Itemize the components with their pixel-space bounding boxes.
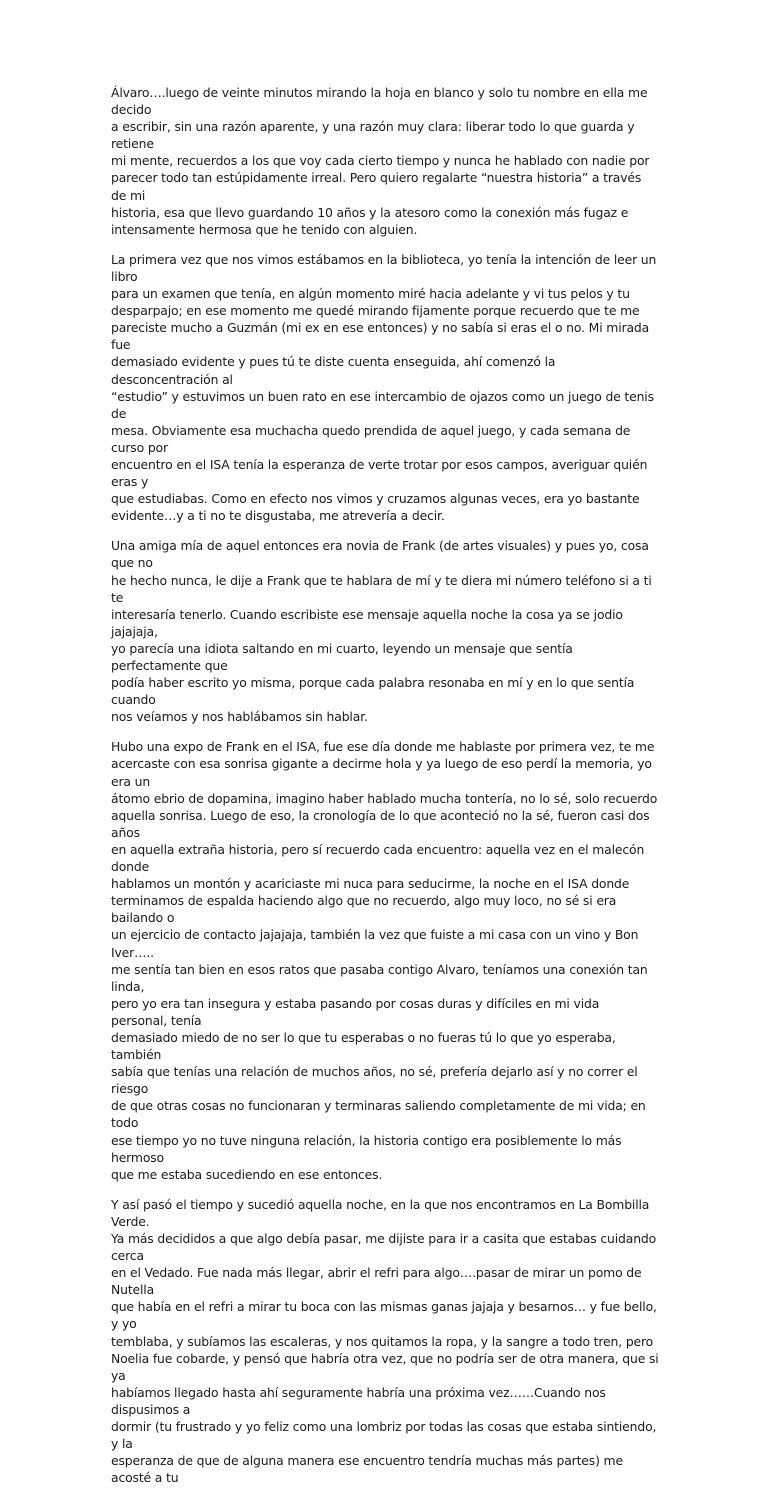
- document-page: [111, 84, 659, 1499]
- paragraph-5: Y así pasó el tiempo y sucedió aquella noche, en la que nos encontramos en La Bombilla Verde. Ya más decididos a que algo debía pasar, me dijiste para ir a casita que estabas cuidando cerca en el Vedado. Fue nada más llegar, abrir el refri para algo….pasar de mirar un pomo de Nutella que había en el refri a mirar tu boca con las mismas ganas jajaja y besarnos… y fue bello, y yo temblaba, y subíamos las escaleras, y nos quitamos la ropa, y la sangre a todo tren, pero Noelia fue cobarde, y pensó que habría otra vez, que no podría ser de otra manera, que si ya habíamos llegado hasta ahí seguramente habría una próxima vez……Cuando nos dispusimos a dormir (tu frustrado y yo feliz como una lombriz por todas las cosas que estaba sintiendo, y la esperanza de que de alguna manera ese encuentro tendría muchas más partes) me acosté a tu: [111, 1196, 659, 1486]
- paragraph-2: La primera vez que nos vimos estábamos en la biblioteca, yo tenía la intención de leer un libro para un examen que tenía, en algún momento miré hacia adelante y vi tus pelos y tu desparpajo; en ese momento me quedé mirando fijamente porque recuerdo que te me pareciste mucho a Guzmán (mi ex en ese entonces) y no sabía si eras el o no. Mi mirada fue demasiado evidente y pues tú te diste cuenta enseguida, ahí comenzó la desconcentración al “estudio” y estuvimos un buen rato en ese intercambio de ojazos como un juego de tenis de mesa. Obviamente esa muchacha quedo prendida de aquel juego, y cada semana de curso por encuentro en el ISA tenía la esperanza de verte trotar por esos campos, averiguar quién eras y que estudiabas. Como en efecto nos vimos y cruzamos algunas veces, era yo bastante evidente…y a ti no te disgustaba, me atrevería a decir.: [111, 251, 657, 524]
- paragraph-3: Una amiga mía de aquel entonces era novia de Frank (de artes visuales) y pues yo, cosa que no he hecho nunca, le dije a Frank que te hablara de mí y te diera mi número teléfono si a ti te interesaría tenerlo. Cuando escribiste ese mensaje aquella noche la cosa ya se jodio jajajaja, yo parecía una idiota saltando en mi cuarto, leyendo un mensaje que sentía perfectamente que podía haber escrito yo misma, porque cada palabra resonaba en mí y en lo que sentía cuando nos veíamos y nos hablábamos sin hablar.: [111, 538, 652, 725]
- paragraph-4: Hubo una expo de Frank en el ISA, fue ese día donde me hablaste por primera vez, te me acercaste con esa sonrisa gigante a decirme hola y ya luego de eso perdí la memoria, yo era un átomo ebrio de dopamina, imagino haber hablado mucha tontería, no lo sé, solo recuerdo aquella sonrisa. Luego de eso, la cronología de lo que aconteció no la sé, fueron casi dos años en aquella extraña historia, pero sí recuerdo cada encuentro: aquella vez en el malecón donde hablamos un montón y acariciaste mi nuca para seducirme, la noche en el ISA donde terminamos de espalda haciendo algo que no recuerdo, algo muy loco, no sé si era bailando o un ejercicio de contacto jajajaja, también la vez que fuiste a mi casa con un vino y Bon Iver….. me sentía tan bien en esos ratos que pasaba contigo Alvaro, teníamos una conexión tan linda, pero yo era tan insegura y estaba pasando por cosas duras y difíciles en mi vida personal, tenía demasiado miedo de no ser lo que tu esperabas o no fueras tú lo que yo esperaba, también sabía que tenías una relación de muchos años, no sé, prefería dejarlo así y no correr el riesgo de que otras cosas no funcionaran y terminaras saliendo completamente de mi vida; en todo ese tiempo yo no tuve ninguna relación, la historia contigo era posiblemente lo más hermoso que me estaba sucediendo en ese entonces.: [111, 739, 658, 1182]
- paragraph-1: Álvaro….luego de veinte minutos mirando la hoja en blanco y solo tu nombre en ella me decido a escribir, sin una razón aparente, y una razón muy clara: liberar todo lo que guarda y retiene mi mente, recuerdos a los que voy cada cierto tiempo y nunca he hablado con nadie por parecer todo tan estúpidamente irreal. Pero quiero regalarte “nuestra historia” a través de mi historia, esa que llevo guardando 10 años y la atesoro como la conexión más fugaz e intensamente hermosa que he tenido con alguien.: [111, 85, 650, 237]
